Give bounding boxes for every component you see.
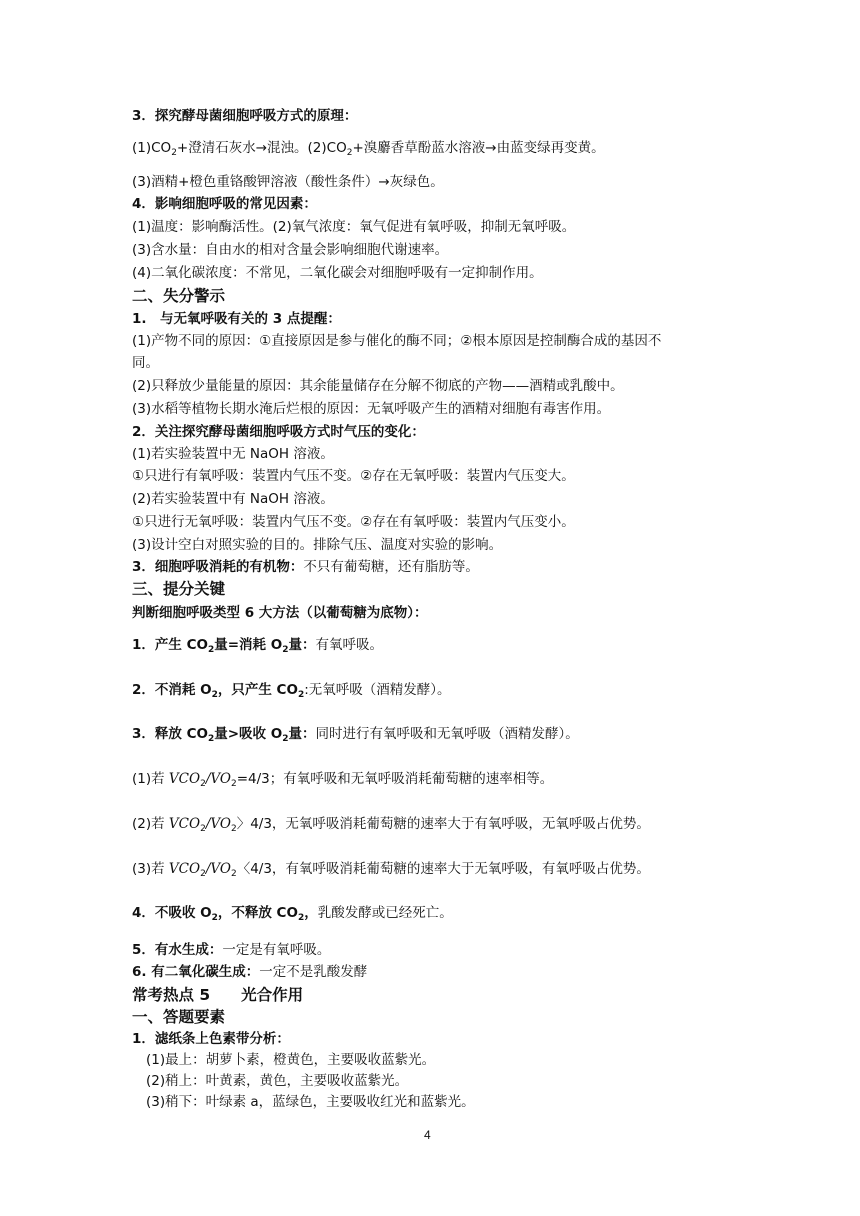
text: 量>吸收 O <box>214 726 283 742</box>
formula: V <box>210 861 220 877</box>
warning-1-title: 1. 与无氧呼吸有关的 3 点提醒： <box>132 311 341 327</box>
warning-2-title: 2．关注探究酵母菌细胞呼吸方式时气压的变化： <box>132 424 425 440</box>
text: =4/3；有氧呼吸和无氧呼吸消耗葡萄糖的速率相等。 <box>236 771 554 787</box>
subscript: 2 <box>297 690 305 700</box>
text: 量： <box>288 637 316 653</box>
text: ，不释放 CO <box>217 905 298 921</box>
formula: O <box>219 816 231 832</box>
text: 2．不消耗 O <box>132 682 212 698</box>
subscript: 2 <box>282 734 289 744</box>
formula: V <box>210 771 220 787</box>
text: 〉4/3，无氧呼吸消耗葡萄糖的速率大于有氧呼吸，无氧呼吸占优势。 <box>236 816 650 832</box>
warning-2-3: (3)设计空白对照实验的目的。排除气压、温度对实验的影响。 <box>132 537 503 553</box>
text: (3)若 <box>132 861 169 877</box>
text: 同时进行有氧呼吸和无氧呼吸（酒精发酵）。 <box>315 726 579 742</box>
text: 无氧呼吸（酒精发酵）。 <box>308 682 451 698</box>
subscript: 2 <box>200 869 206 879</box>
warning-2-1: (1)若实验装置中无 NaOH 溶液。 <box>132 446 334 462</box>
heading-dati: 一、答题要素 <box>132 1008 226 1026</box>
text: 有氧呼吸。 <box>315 637 384 653</box>
text: 3．释放 CO <box>132 726 208 742</box>
text: +溴麝香草酚蓝水溶液→由蓝变绿再变黄。 <box>352 140 605 156</box>
methods-title: 判断细胞呼吸类型 6 大方法（以葡萄糖为底物）： <box>132 605 428 621</box>
method-2 <box>132 680 451 700</box>
principle-1 <box>132 138 605 158</box>
warning-2-2: (2)若实验装置中有 NaOH 溶液。 <box>132 491 334 507</box>
warning-1-1b: 同。 <box>132 355 159 371</box>
subscript: 2 <box>230 869 237 879</box>
pigment-3: (3)稍下：叶绿素 a，蓝绿色，主要吸收红光和蓝紫光。 <box>146 1094 475 1110</box>
text: : <box>304 682 309 698</box>
formula: V <box>168 771 179 787</box>
subscript: 2 <box>282 645 289 655</box>
formula: / <box>205 861 211 877</box>
section-3-title: 3．探究酵母菌细胞呼吸方式的原理： <box>132 108 358 124</box>
subscript: 2 <box>207 734 215 744</box>
warning-2-2-sub: ①只进行无氧呼吸：装置内气压不变。②存在有氧呼吸：装置内气压变小。 <box>132 514 575 530</box>
subscript: 2 <box>297 913 305 923</box>
method-3 <box>132 724 579 744</box>
text: 6. 有二氧化碳生成： <box>132 964 260 980</box>
formula: CO <box>178 861 201 877</box>
warning-1-2: (2)只释放少量能量的原因：其余能量储存在分解不彻底的产物——酒精或乳酸中。 <box>132 378 624 394</box>
text: 3．细胞呼吸消耗的有机物： <box>132 559 304 575</box>
formula: V <box>168 861 179 877</box>
subscript: 2 <box>211 913 218 923</box>
formula: / <box>205 771 211 787</box>
subscript: 2 <box>230 779 237 789</box>
text: 乳酸发酵或已经死亡。 <box>317 905 453 921</box>
warning-1-3: (3)水稻等植物长期水淹后烂根的原因：无氧呼吸产生的酒精对细胞有毒害作用。 <box>132 401 611 417</box>
subscript: 2 <box>200 824 206 834</box>
subscript: 2 <box>346 148 353 158</box>
pigment-1: (1)最上：胡萝卜素，橙黄色，主要吸收蓝紫光。 <box>146 1052 436 1068</box>
formula: / <box>205 816 211 832</box>
ratio-3 <box>132 859 650 879</box>
text: 5．有水生成： <box>132 942 223 958</box>
text: 量=消耗 O <box>214 637 283 653</box>
text: +澄清石灰水→混浊。(2)CO <box>176 140 347 156</box>
method-5 <box>132 940 330 960</box>
text: ，只产生 CO <box>217 682 298 698</box>
factor-3: (3)含水量：自由水的相对含量会影响细胞代谢速率。 <box>132 242 449 258</box>
factor-4: (4)二氧化碳浓度：不常见，二氧化碳会对细胞呼吸有一定抑制作用。 <box>132 265 543 281</box>
subscript: 2 <box>230 824 237 834</box>
text: (1)若 <box>132 771 169 787</box>
method-1 <box>132 635 383 655</box>
text: 一定不是乳酸发酵 <box>259 964 368 980</box>
subscript: 2 <box>200 779 206 789</box>
method-4 <box>132 903 453 923</box>
subscript: 2 <box>171 148 177 158</box>
heading-shifen: 二、失分警示 <box>132 287 226 305</box>
formula: CO <box>178 816 201 832</box>
page-number: 4 <box>424 1128 431 1142</box>
factor-1-2: (1)温度：影响酶活性。(2)氧气浓度：氧气促进有氧呼吸，抑制无氧呼吸。 <box>132 219 576 235</box>
formula: O <box>219 861 231 877</box>
ratio-2 <box>132 814 650 834</box>
text: 量： <box>288 726 316 742</box>
text: 一定是有氧呼吸。 <box>222 942 331 958</box>
text: 不只有葡萄糖，还有脂肪等。 <box>303 559 479 575</box>
ratio-1 <box>132 769 553 789</box>
principle-3: (3)酒精+橙色重铬酸钾溶液（酸性条件）→灰绿色。 <box>132 174 444 190</box>
formula: O <box>219 771 231 787</box>
text: 〈4/3，有氧呼吸消耗葡萄糖的速率大于无氧呼吸，有氧呼吸占优势。 <box>236 861 650 877</box>
warning-2-1-sub: ①只进行有氧呼吸：装置内气压不变。②存在无氧呼吸：装置内气压变大。 <box>132 468 575 484</box>
heading-tifen: 三、提分关键 <box>132 580 226 598</box>
hot-topic-title: 常考热点 5 光合作用 <box>132 986 304 1004</box>
subscript: 2 <box>211 690 218 700</box>
text: (2)若 <box>132 816 169 832</box>
formula: V <box>210 816 220 832</box>
subscript: 2 <box>207 645 215 655</box>
warning-3 <box>132 557 479 577</box>
section-4-title: 4．影响细胞呼吸的常见因素： <box>132 196 317 212</box>
warning-1-1a: (1)产物不同的原因：①直接原因是参与催化的酶不同；②根本原因是控制酶合成的基因不 <box>132 333 662 349</box>
pigment-2: (2)稍上：叶黄素，黄色，主要吸收蓝紫光。 <box>146 1073 409 1089</box>
formula: V <box>168 816 179 832</box>
text: (1)CO <box>132 140 172 156</box>
pigment-title: 1．滤纸条上色素带分析： <box>132 1031 290 1047</box>
text: ， <box>304 905 318 921</box>
formula: CO <box>178 771 201 787</box>
text: 4．不吸收 O <box>132 905 212 921</box>
method-6 <box>132 962 367 982</box>
text: 1．产生 CO <box>132 637 208 653</box>
